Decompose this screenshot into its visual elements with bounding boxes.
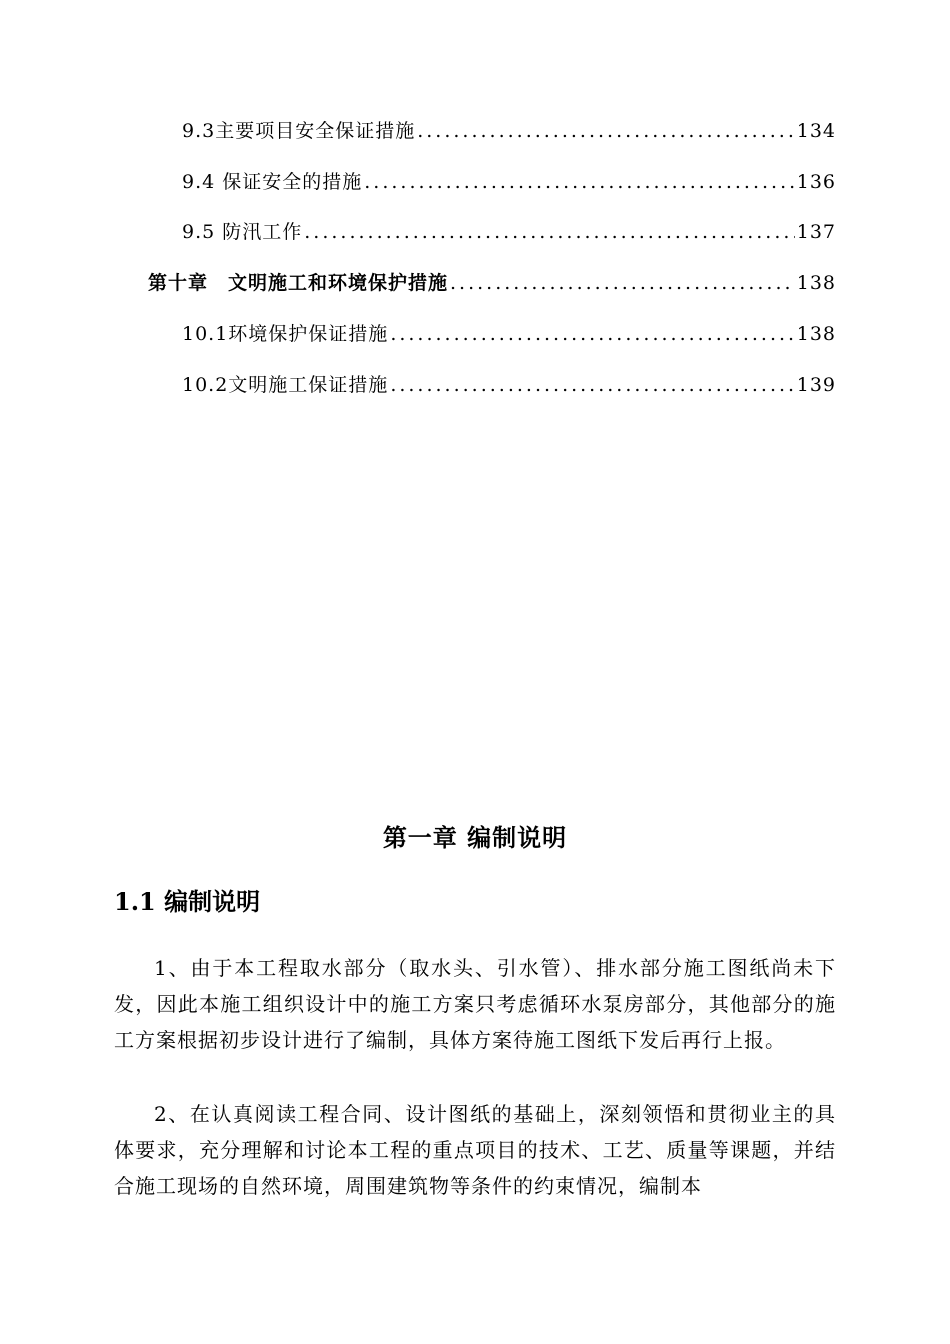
toc-entry-title: 10.2文明施工保证措施 — [182, 374, 389, 396]
toc-entry[interactable] — [182, 217, 836, 244]
toc-entry-page: 139 — [796, 374, 836, 396]
toc-entry[interactable] — [182, 116, 836, 143]
body-paragraph: 2、在认真阅读工程合同、设计图纸的基础上，深刻领悟和贯彻业主的具体要求，充分理解和讨论本工程的重点项目的技术、工艺、质量等课题，并结合施工现场的自然环境，周围建筑物等条件的约束情况，编制本 — [114, 1102, 836, 1198]
toc-leader-dots — [390, 374, 794, 396]
toc-entry[interactable] — [182, 370, 836, 397]
toc-entry-page: 138 — [796, 323, 836, 345]
toc-entry-title: 9.5 防汛工作 — [182, 221, 303, 243]
body-paragraph-container — [114, 1096, 836, 1204]
toc-entry-page: 138 — [796, 272, 836, 294]
toc-entry-title: 10.1环境保护保证措施 — [182, 323, 389, 345]
toc-entry-page: 136 — [796, 171, 836, 193]
toc-leader-dots — [450, 272, 795, 294]
body-paragraph-container — [114, 950, 836, 1058]
section-title: 1.1 编制说明 — [114, 887, 261, 916]
toc-entry-title: 第十章 文明施工和环境保护措施 — [148, 272, 449, 294]
toc-entry-title: 9.3主要项目安全保证措施 — [182, 120, 416, 142]
toc-leader-dots — [364, 171, 794, 193]
toc-leader-dots — [390, 323, 794, 345]
toc-entry-page: 137 — [796, 221, 836, 243]
toc-chapter-entry[interactable] — [148, 268, 836, 295]
body-paragraph: 1、由于本工程取水部分（取水头、引水管）、排水部分施工图纸尚未下发，因此本施工组织设计中的施工方案只考虑循环水泵房部分，其他部分的施工方案根据初步设计进行了编制，具体方案待施工图纸下发后再行上报。 — [114, 956, 836, 1052]
toc-leader-dots — [417, 120, 795, 142]
toc-leader-dots — [304, 221, 794, 243]
toc-entry[interactable] — [182, 319, 836, 346]
toc-entry-page: 134 — [796, 120, 836, 142]
toc-entry[interactable] — [182, 167, 836, 194]
toc-entry-title: 9.4 保证安全的措施 — [182, 171, 363, 193]
chapter-title: 第一章 编制说明 — [382, 823, 568, 852]
